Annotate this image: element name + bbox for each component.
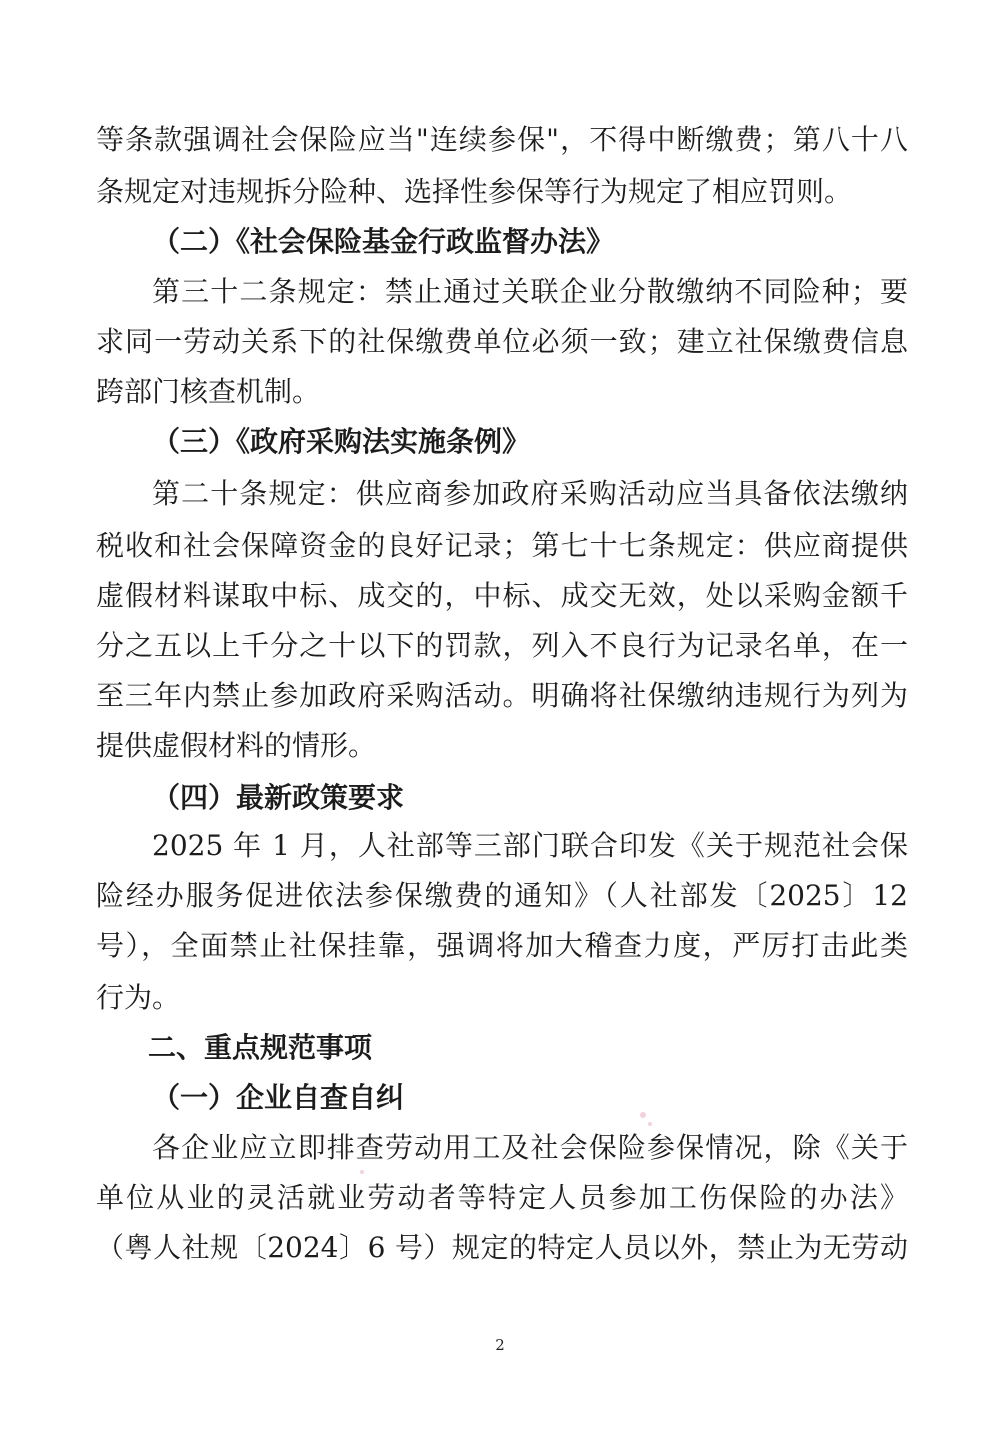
scan-stain [360,1170,364,1174]
body-text-line: 险经办服务促进依法参保缴费的通知》（人社部发〔2025〕12 [96,879,908,912]
body-text-line: 虚假材料谋取中标、成交的，中标、成交无效，处以采购金额千 [96,579,908,612]
body-text-line: 第三十二条规定：禁止通过关联企业分散缴纳不同险种；要 [152,275,908,308]
chapter-heading: 二、重点规范事项 [148,1031,373,1064]
body-text-line: （粤人社规〔2024〕6 号）规定的特定人员以外，禁止为无劳动 [96,1231,908,1264]
body-text-line: 条规定对违规拆分险种、选择性参保等行为规定了相应罚则。 [96,175,853,208]
body-text-line: 第二十条规定：供应商参加政府采购活动应当具备依法缴纳 [152,477,908,510]
section-heading: （四）最新政策要求 [152,781,405,814]
body-text-line: 行为。 [96,981,181,1014]
body-text-line: 分之五以上千分之十以下的罚款，列入不良行为记录名单，在一 [96,629,908,662]
scan-stain [640,1112,646,1118]
section-heading: （一）企业自查自纠 [152,1081,405,1114]
section-heading: （二）《社会保险基金行政监督办法》 [152,225,615,258]
body-text-line: 至三年内禁止参加政府采购活动。明确将社保缴纳违规行为列为 [96,679,908,712]
page-number: 2 [495,1336,505,1354]
body-text-line: 求同一劳动关系下的社保缴费单位必须一致；建立社保缴费信息 [96,325,908,358]
body-text-line: 提供虚假材料的情形。 [96,729,377,762]
body-text-line: 税收和社会保障资金的良好记录；第七十七条规定：供应商提供 [96,529,908,562]
section-heading: （三）《政府采购法实施条例》 [152,425,531,458]
body-text-line: 2025 年 1 月，人社部等三部门联合印发《关于规范社会保 [152,829,908,862]
body-text-line: 等条款强调社会保险应当"连续参保"，不得中断缴费；第八十八 [96,123,908,156]
body-text-line: 号），全面禁止社保挂靠，强调将加大稽查力度，严厉打击此类 [96,929,908,962]
scan-stain [648,1122,652,1126]
body-text-line: 各企业应立即排查劳动用工及社会保险参保情况，除《关于 [152,1131,908,1164]
body-text-line: 跨部门核查机制。 [96,375,321,408]
body-text-line: 单位从业的灵活就业劳动者等特定人员参加工伤保险的办法》 [96,1181,908,1214]
